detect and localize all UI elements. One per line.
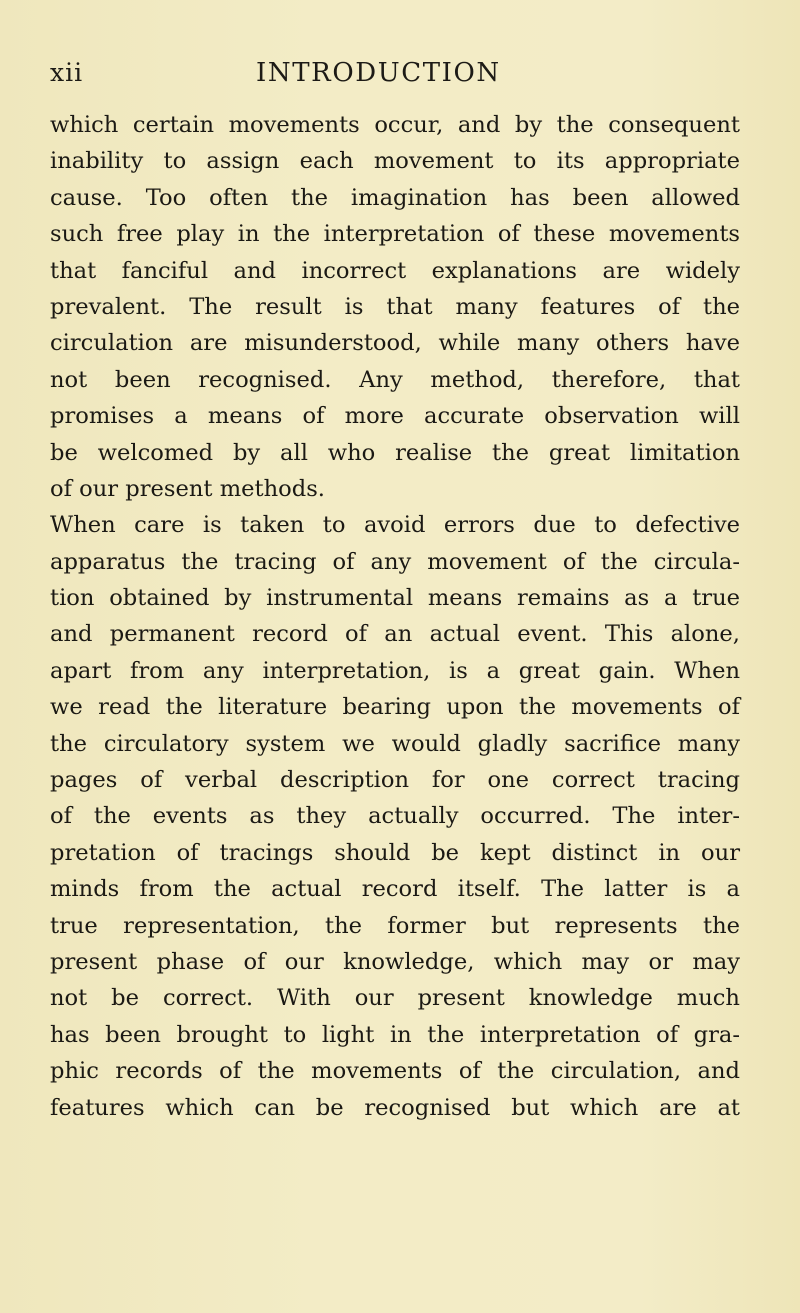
text-line: inability to assign each movement to its appropriate xyxy=(50,148,740,175)
text-line: which certain movements occur, and by the consequent xyxy=(50,112,740,138)
text-line: has been brought to light in the interpretation of gra- xyxy=(50,1021,740,1048)
running-head xyxy=(50,58,740,98)
text-line: and permanent record of an actual event. This alone, xyxy=(50,621,740,648)
text-line: circulation are misunderstood, while many others have xyxy=(50,330,740,357)
text-line: features which can be recognised but which are at xyxy=(50,1094,740,1121)
text-line: we read the literature bearing upon the movements of xyxy=(50,694,740,721)
text-line: present phase of our knowledge, which may or may xyxy=(50,948,740,975)
text-line: of the events as they actually occurred. The inter- xyxy=(50,803,740,830)
text-line: tion obtained by instrumental means remains as a true xyxy=(50,585,740,612)
text-line: cause. Too often the imagination has been allowed xyxy=(50,184,740,211)
paragraph-end-line: of our present methods. xyxy=(50,475,325,502)
text-line: be welcomed by all who realise the great limitation xyxy=(50,439,740,466)
text-line: not be correct. With our present knowledge much xyxy=(50,985,740,1012)
text-line: minds from the actual record itself. The latter is a xyxy=(50,876,740,903)
text-line: promises a means of more accurate observation will xyxy=(50,403,740,430)
text-line: not been recognised. Any method, therefore, that xyxy=(50,366,740,393)
paragraph-start-line: When care is taken to avoid errors due to defective xyxy=(50,512,740,539)
text-line: that fanciful and incorrect explanations are widely xyxy=(50,257,740,284)
text-line: the circulatory system we would gladly sacrifice many xyxy=(50,730,740,757)
text-line: pages of verbal description for one correct tracing xyxy=(50,767,740,794)
running-head-title: INTRODUCTION xyxy=(256,58,501,88)
page-number: xii xyxy=(50,58,84,87)
text-line: pretation of tracings should be kept distinct in our xyxy=(50,839,740,866)
body-text xyxy=(50,107,740,1126)
text-line: such free play in the interpretation of these movements xyxy=(50,221,740,248)
text-line: prevalent. The result is that many features of the xyxy=(50,293,740,320)
text-line: true representation, the former but represents the xyxy=(50,912,740,939)
text-line: apart from any interpretation, is a great gain. When xyxy=(50,657,740,684)
text-line: phic records of the movements of the circulation, and xyxy=(50,1058,740,1085)
text-line: apparatus the tracing of any movement of the circula- xyxy=(50,548,740,575)
